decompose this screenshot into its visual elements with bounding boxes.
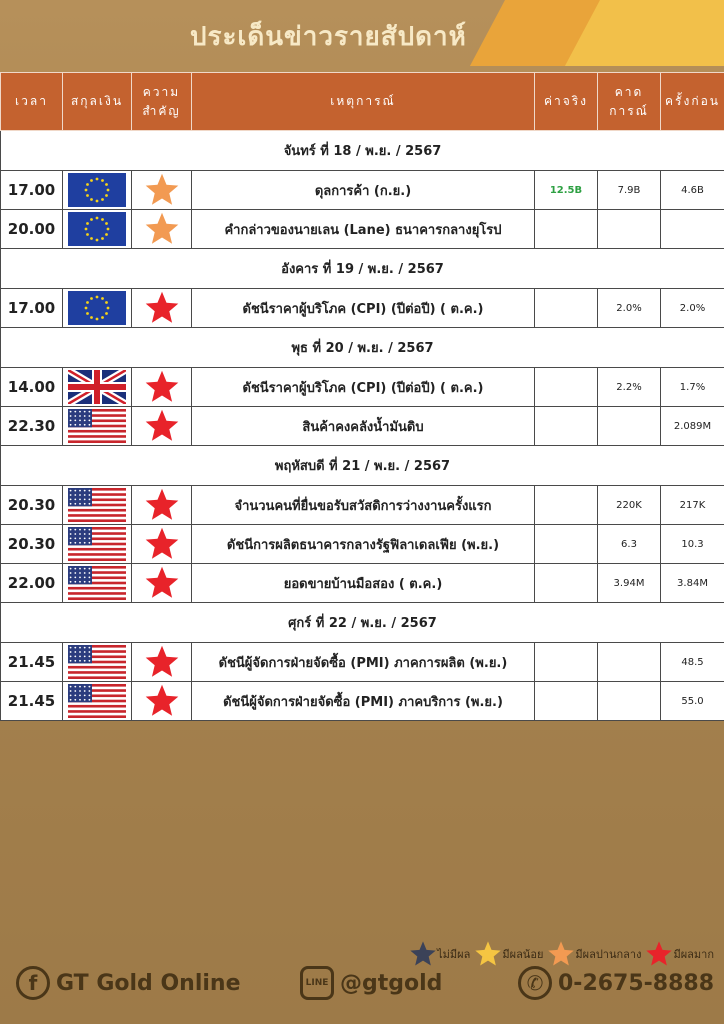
importance-cell [132, 407, 192, 446]
event-cell: ดัชนีราคาผู้บริโภค (CPI) (ปีต่อปี) ( ต.ค.) [192, 368, 535, 407]
page-title: ประเด็นข่าวรายสัปดาห์ [190, 22, 467, 52]
day-row [1, 328, 724, 368]
importance-cell [132, 289, 192, 328]
event-cell: คำกล่าวของนายเลน (Lane) ธนาคารกลางยุโรป [192, 210, 535, 249]
previous-cell: 10.3 [661, 525, 724, 564]
time-cell: 20.30 [1, 486, 63, 525]
forecast-cell [598, 210, 661, 249]
event-cell: ยอดขายบ้านมือสอง ( ต.ค.) [192, 564, 535, 603]
previous-cell: 55.0 [661, 682, 724, 721]
star-high-icon [144, 565, 180, 601]
previous-cell [661, 210, 724, 249]
header-currency: สกุลเงิน [63, 73, 132, 131]
event-row [1, 682, 724, 721]
event-row [1, 643, 724, 682]
actual-cell [535, 407, 598, 446]
forecast-cell: 7.9B [598, 171, 661, 210]
actual-cell [535, 289, 598, 328]
uk-flag-icon [68, 370, 126, 404]
us-flag-icon [68, 409, 126, 443]
facebook-name: GT Gold Online [56, 970, 241, 996]
event-row [1, 525, 724, 564]
actual-cell [535, 564, 598, 603]
currency-cell [63, 407, 132, 446]
actual-cell [535, 368, 598, 407]
star-none-icon [409, 940, 437, 968]
star-high-icon [144, 683, 180, 719]
actual-cell [535, 682, 598, 721]
table-header-row [1, 73, 724, 131]
forecast-cell [598, 407, 661, 446]
header-actual: ค่าจริง [535, 73, 598, 131]
event-cell: สินค้าคงคลังน้ำมันดิบ [192, 407, 535, 446]
importance-cell [132, 486, 192, 525]
event-cell: จำนวนคนที่ยื่นขอรับสวัสดิการว่างงานครั้งแรก [192, 486, 535, 525]
legend-label: มีผลมาก [673, 948, 714, 961]
importance-cell [132, 525, 192, 564]
legend-label: ไม่มีผล [437, 948, 471, 961]
star-high-icon [144, 369, 180, 405]
previous-cell: 217K [661, 486, 724, 525]
forecast-cell: 6.3 [598, 525, 661, 564]
line-contact[interactable] [300, 966, 442, 1000]
us-flag-icon [68, 488, 126, 522]
time-cell: 20.30 [1, 525, 63, 564]
star-high-icon [144, 644, 180, 680]
previous-cell: 2.089M [661, 407, 724, 446]
event-row [1, 368, 724, 407]
legend-item [547, 940, 641, 968]
us-flag-icon [68, 645, 126, 679]
legend-label: มีผลปานกลาง [575, 948, 642, 961]
event-cell: ดุลการค้า (ก.ย.) [192, 171, 535, 210]
day-row [1, 131, 724, 171]
legend-label: มีผลน้อย [502, 948, 544, 961]
event-row [1, 171, 724, 210]
star-high-icon [144, 526, 180, 562]
day-row [1, 249, 724, 289]
previous-cell: 3.84M [661, 564, 724, 603]
phone-contact[interactable] [518, 966, 714, 1000]
currency-cell [63, 486, 132, 525]
previous-cell: 2.0% [661, 289, 724, 328]
day-label: พฤหัสบดี ที่ 21 / พ.ย. / 2567 [1, 446, 724, 486]
time-cell: 21.45 [1, 682, 63, 721]
day-label: อังคาร ที่ 19 / พ.ย. / 2567 [1, 249, 724, 289]
phone-number: 0-2675-8888 [558, 970, 715, 996]
importance-cell [132, 682, 192, 721]
previous-cell: 1.7% [661, 368, 724, 407]
currency-cell [63, 210, 132, 249]
actual-cell: 12.5B [535, 171, 598, 210]
legend-item [474, 940, 543, 968]
forecast-cell: 220K [598, 486, 661, 525]
eu-flag-icon [68, 291, 126, 325]
currency-cell [63, 171, 132, 210]
day-row [1, 446, 724, 486]
event-row [1, 407, 724, 446]
time-cell: 14.00 [1, 368, 63, 407]
previous-cell: 4.6B [661, 171, 724, 210]
previous-cell: 48.5 [661, 643, 724, 682]
forecast-cell: 2.0% [598, 289, 661, 328]
star-high-icon [144, 408, 180, 444]
actual-cell [535, 210, 598, 249]
time-cell: 22.00 [1, 564, 63, 603]
star-medium-icon [144, 211, 180, 247]
us-flag-icon [68, 566, 126, 600]
star-high-icon [144, 487, 180, 523]
importance-cell [132, 564, 192, 603]
currency-cell [63, 289, 132, 328]
contact-bar [0, 966, 724, 1006]
time-cell: 21.45 [1, 643, 63, 682]
forecast-cell [598, 682, 661, 721]
header-importance: ความสำคัญ [132, 73, 192, 131]
header-banner [0, 0, 724, 72]
star-medium-icon [547, 940, 575, 968]
day-label: จันทร์ ที่ 18 / พ.ย. / 2567 [1, 131, 724, 171]
currency-cell [63, 643, 132, 682]
legend-item [645, 940, 714, 968]
event-cell: ดัชนีการผลิตธนาคารกลางรัฐฟิลาเดลเฟีย (พ.ย.) [192, 525, 535, 564]
event-cell: ดัชนีผู้จัดการฝ่ายจัดซื้อ (PMI) ภาคบริการ (พ.ย.) [192, 682, 535, 721]
header-event: เหตุการณ์ [192, 73, 535, 131]
facebook-contact[interactable] [16, 966, 241, 1000]
event-cell: ดัชนีผู้จัดการฝ่ายจัดซื้อ (PMI) ภาคการผลิต (พ.ย.) [192, 643, 535, 682]
currency-cell [63, 564, 132, 603]
us-flag-icon [68, 684, 126, 718]
forecast-cell [598, 643, 661, 682]
star-medium-icon [144, 172, 180, 208]
actual-cell [535, 643, 598, 682]
actual-cell [535, 486, 598, 525]
line-icon: LINE [300, 966, 334, 1000]
event-cell: ดัชนีราคาผู้บริโภค (CPI) (ปีต่อปี) ( ต.ค.) [192, 289, 535, 328]
time-cell: 22.30 [1, 407, 63, 446]
event-row [1, 564, 724, 603]
table-body [1, 131, 724, 721]
economic-calendar-table [0, 72, 724, 721]
header-time: เวลา [1, 73, 63, 131]
eu-flag-icon [68, 173, 126, 207]
line-id: @gtgold [340, 970, 443, 996]
us-flag-icon [68, 527, 126, 561]
forecast-cell: 3.94M [598, 564, 661, 603]
day-label: ศุกร์ ที่ 22 / พ.ย. / 2567 [1, 603, 724, 643]
header-forecast: คาดการณ์ [598, 73, 661, 131]
time-cell: 20.00 [1, 210, 63, 249]
currency-cell [63, 682, 132, 721]
footer [0, 930, 724, 1024]
time-cell: 17.00 [1, 289, 63, 328]
importance-cell [132, 368, 192, 407]
actual-cell [535, 525, 598, 564]
legend-item [409, 940, 470, 968]
event-row [1, 210, 724, 249]
header-previous: ครั้งก่อน [661, 73, 724, 131]
currency-cell [63, 368, 132, 407]
facebook-icon: f [16, 966, 50, 1000]
phone-icon: ✆ [518, 966, 552, 1000]
importance-cell [132, 210, 192, 249]
time-cell: 17.00 [1, 171, 63, 210]
forecast-cell: 2.2% [598, 368, 661, 407]
event-row [1, 289, 724, 328]
event-row [1, 486, 724, 525]
day-row [1, 603, 724, 643]
importance-cell [132, 643, 192, 682]
day-label: พุธ ที่ 20 / พ.ย. / 2567 [1, 328, 724, 368]
importance-cell [132, 171, 192, 210]
eu-flag-icon [68, 212, 126, 246]
star-high-icon [144, 290, 180, 326]
currency-cell [63, 525, 132, 564]
star-low-icon [474, 940, 502, 968]
star-high-icon [645, 940, 673, 968]
importance-legend [405, 940, 714, 968]
